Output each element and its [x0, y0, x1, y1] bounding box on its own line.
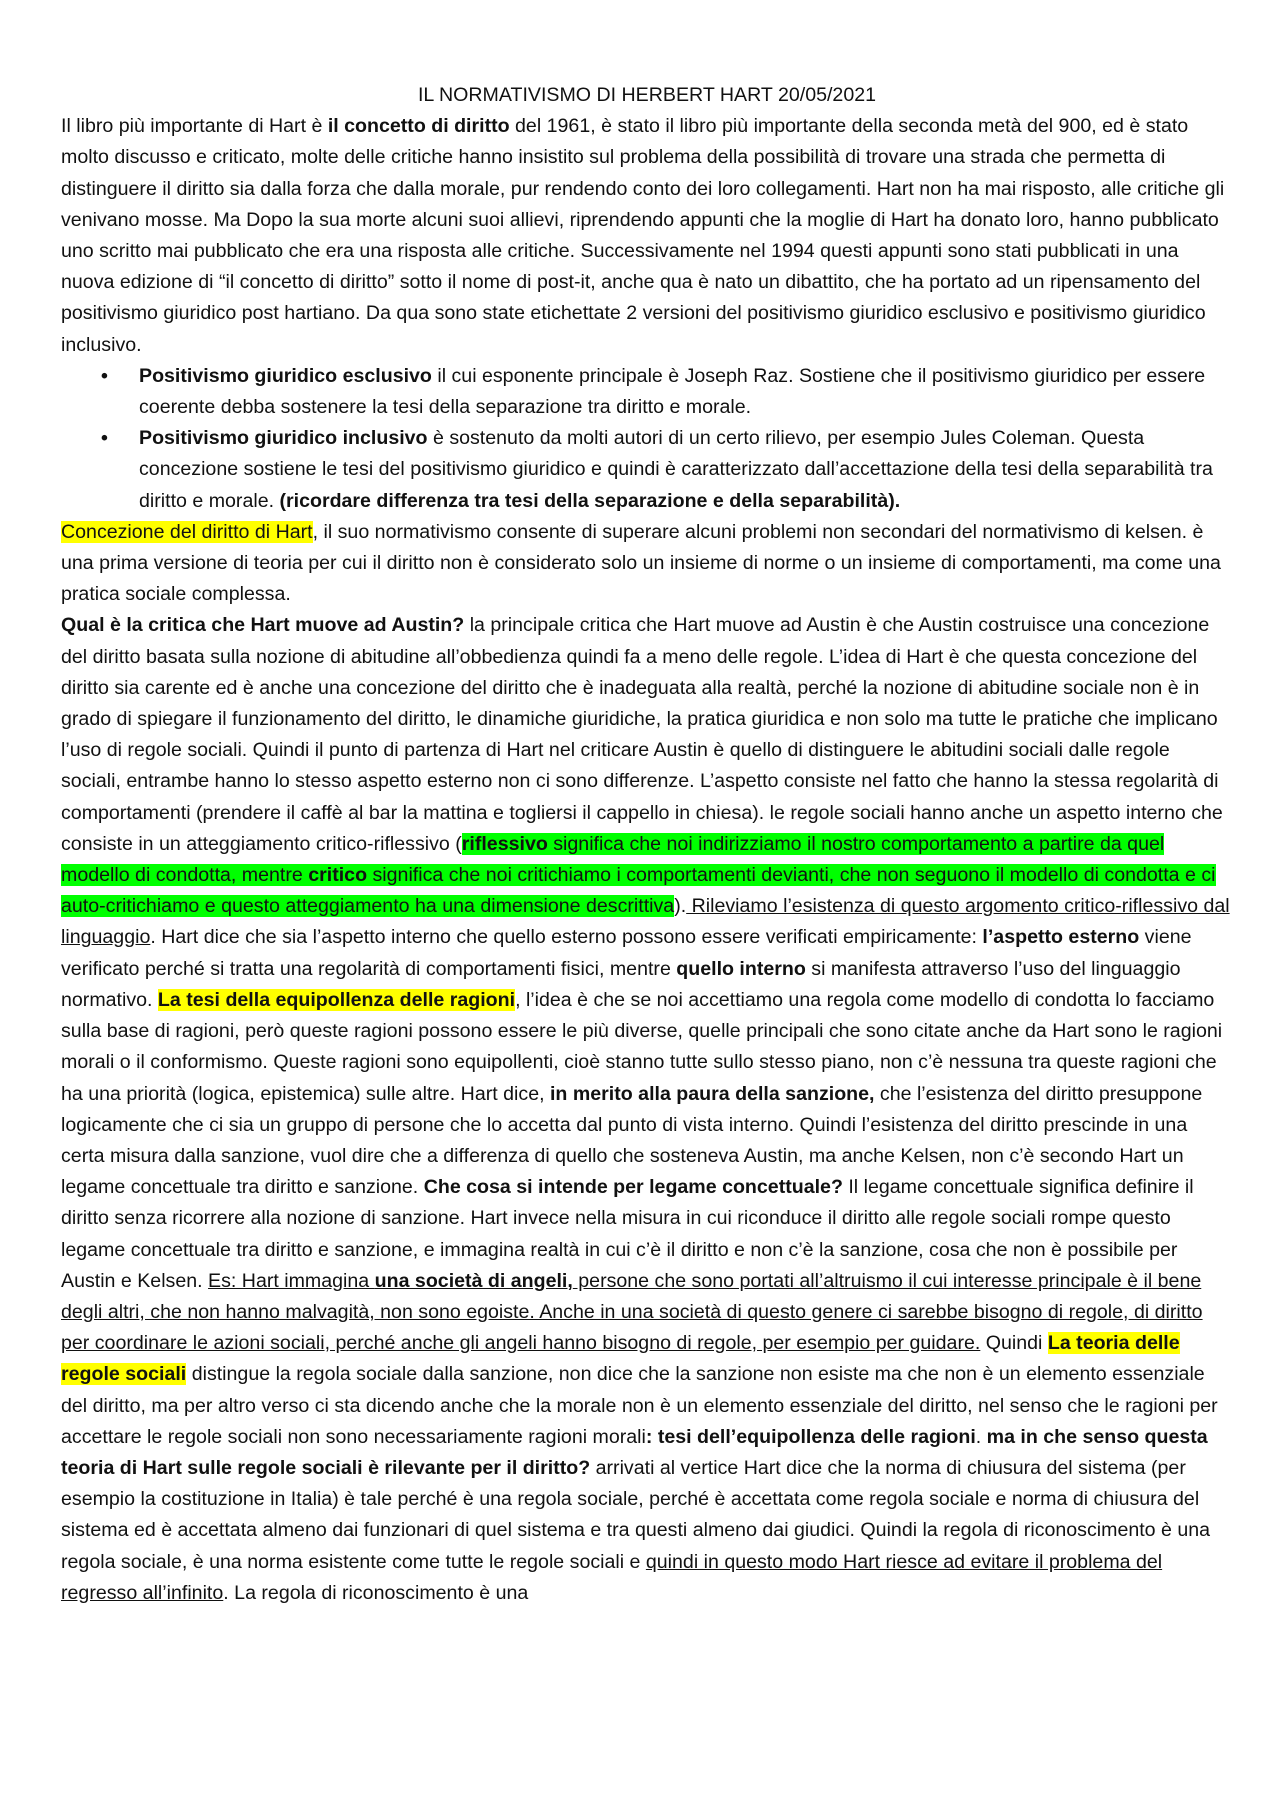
- page-title: IL NORMATIVISMO DI HERBERT HART 20/05/2021: [417, 84, 877, 106]
- text-run: si manifesta attraverso l’uso del linguaggio normativo.: [61, 957, 1181, 1011]
- underlined-text: Rileviamo l’esistenza di questo argomento critico-riflessivo dal linguaggio: [61, 895, 1230, 949]
- list-item: [139, 423, 1233, 517]
- bold-text: critico: [308, 864, 368, 887]
- intro-paragraph: [61, 111, 1233, 361]
- text-run: Il libro più importante di Hart è: [61, 115, 328, 138]
- text-run: arrivati al vertice Hart dice che la norma di chiusura del sistema (per esempio la costituzione in Italia) è tale perché è una regola sociale, perché è accettata come regola sociale e norma di chiusura del sistema ed è accettata almeno dai funzionari di quel sistema e tra questi almeno dai giudici. Quindi la regola di riconoscimento è una regola sociale, è una norma esistente come tutte le regole sociali e: [61, 1456, 1211, 1573]
- text-run: , l’idea è che se noi accettiamo una regola come modello di condotta lo facciamo sulla base di ragioni, però queste ragioni possono essere le più diverse, quelle principali che sono citate anche da Hart sono le ragioni morali o il conformismo. Queste ragioni sono equipollenti, cioè stanno tutte sullo stesso piano, non c’è nessuna tra queste ragioni che ha una priorità (logica, epistemica) sulle altre. Hart dice,: [61, 988, 1223, 1105]
- bold-text: Positivismo giuridico esclusivo: [139, 364, 432, 387]
- highlighted-heading: La tesi della equipollenza delle ragioni: [157, 988, 516, 1011]
- bold-text: l’aspetto esterno: [982, 926, 1140, 949]
- text-run: . La regola di riconoscimento è una: [223, 1581, 529, 1604]
- bold-text: Qual è la critica che Hart muove ad Austin?: [61, 614, 465, 637]
- text-run: del 1961, è stato il libro più importante della seconda metà del 900, ed è stato molto discusso e criticato, molte delle critiche hanno insistito sul problema della possibilità di trovare una strada che permetta di distinguere il diritto sia dalla forza che dalla morale, pur rendendo conto dei loro collegamenti. Hart non ha mai risposto, alle critiche gli venivano mosse. Ma Dopo la sua morte alcuni suoi allievi, riprendendo appunti che la moglie di Hart ha donato loro, hanno pubblicato uno scritto mai pubblicato che era una risposta alle critiche. Successivamente nel 1994 questi appunti sono stati pubblicati in una nuova edizione di “il concetto di diritto” sotto il nome di post-it, anche qua è nato un dibattito, che ha portato ad un ripensamento del positivismo giuridico post hartiano. Da qua sono state etichettate 2 versioni del positivismo giuridico esclusivo e positivismo giuridico inclusivo.: [61, 115, 1225, 356]
- list-item: [139, 361, 1233, 423]
- highlighted-heading: Concezione del diritto di Hart: [61, 520, 313, 543]
- text-run: significa che noi critichiamo i comportamenti devianti, che non seguono il modello di condotta e ci auto-critichiamo e questo atteggiamento ha una dimensione descrittiva: [61, 864, 1216, 918]
- underlined-text: quindi in questo modo Hart riesce ad evitare il problema del regresso all’infinito: [61, 1550, 1163, 1604]
- austin-critique-paragraph: [61, 610, 1233, 1609]
- text-run: Quindi: [980, 1332, 1048, 1355]
- text-run: viene verificato perché si tratta una regolarità di comportamenti fisici, mentre: [61, 926, 1192, 980]
- bold-text: : tesi dell’equipollenza delle ragioni: [645, 1425, 976, 1448]
- text-run: distingue la regola sociale dalla sanzione, non dice che la sanzione non esiste ma che non è un elemento essenziale del diritto, ma per altro verso ci sta dicendo anche che la morale non è un elemento essenziale del diritto, nel senso che le ragioni per accettare le regole sociali non sono necessariamente ragioni morali: [61, 1363, 1218, 1448]
- underlined-text: Es: Hart immagina: [208, 1269, 375, 1292]
- text-run: Il legame concettuale significa definire il diritto senza ricorrere alla nozione di sanzione. Hart invece nella misura in cui riconduce il diritto alle regole sociali rompe questo legame concettuale tra diritto e sanzione, e immagina realtà in cui c’è il diritto e non c’è la sanzione, cosa che non è possibile per Austin e Kelsen.: [61, 1176, 1194, 1292]
- text-run: ).: [674, 895, 687, 918]
- bold-text: (ricordare differenza tra tesi della separazione e della separabilità).: [279, 489, 901, 512]
- text-run: è sostenuto da molti autori di un certo rilievo, per esempio Jules Coleman. Questa concezione sostiene le tesi del positivismo giuridico e quindi è caratterizzato dall’accettazione della tesi della separabilità tra diritto e morale.: [139, 427, 1213, 512]
- text-run: la principale critica che Hart muove ad Austin è che Austin costruisce una concezione del diritto basata sulla nozione di abitudine all’obbedienza quindi fa a meno delle regole. L’idea di Hart è che questa concezione del diritto sia carente ed è anche una concezione del diritto che è inadeguata alla realtà, perché la nozione di abitudine sociale non è in grado di spiegare il funzionamento del diritto, le dinamiche giuridiche, la pratica giuridica e non solo ma tutte le pratiche che implicano l’uso di regole sociali. Quindi il punto di partenza di Hart nel criticare Austin è quello di distinguere le abitudini sociali dalle regole sociali, entrambe hanno lo stesso aspetto esterno non ci sono differenze. L’aspetto consiste nel fatto che hanno la stessa regolarità di comportamenti (prendere il caffè al bar la mattina e togliersi il cappello in chiesa). le regole sociali hanno anche un aspetto interno che consiste in un atteggiamento critico-riflessivo (: [61, 614, 1223, 855]
- underlined-text: persone che sono portati all’altruismo il cui interesse principale è il bene degli altri, che non hanno malvagità, non sono egoiste. Anche in una società di questo genere ci sarebbe bisogno di regole, di diritto per coordinare le azioni sociali, perché anche gli angeli hanno bisogno di regole, per esempio per guidare.: [61, 1269, 1203, 1355]
- document-page: [61, 80, 1233, 1609]
- underlined-bold-text: una società di angeli,: [374, 1269, 573, 1292]
- bold-text: quello interno: [676, 957, 806, 980]
- bold-text: riflessivo: [461, 832, 548, 855]
- bold-text: ma in che senso questa teoria di Hart sulle regole sociali è rilevante per il diritto?: [61, 1425, 1208, 1479]
- text-run: . Hart dice che sia l’aspetto interno che quello esterno possono essere verificati empiricamente:: [150, 926, 983, 949]
- bold-text: Positivismo giuridico inclusivo: [139, 427, 428, 450]
- text-run: significa che noi indirizziamo il nostro comportamento a partire da quel modello di condotta, mentre: [61, 832, 1165, 887]
- text-run: , il suo normativismo consente di superare alcuni problemi non secondari del normativismo di kelsen. è una prima versione di teoria per cui il diritto non è considerato solo un insieme di norme o un insieme di comportamenti, ma come una pratica sociale complessa.: [61, 520, 1221, 606]
- positivism-list: [61, 361, 1233, 517]
- text-run: il cui esponente principale è Joseph Raz. Sostiene che il positivismo giuridico per essere coerente debba sostenere la tesi della separazione tra diritto e morale.: [139, 364, 1206, 419]
- bold-text: Che cosa si intende per legame concettuale?: [423, 1176, 843, 1199]
- highlighted-heading: La teoria delle regole sociali: [61, 1332, 1180, 1386]
- bold-text: il concetto di diritto: [327, 115, 510, 138]
- bold-text: in merito alla paura della sanzione,: [549, 1082, 875, 1105]
- hart-conception-paragraph: [61, 517, 1233, 611]
- text-run: .: [975, 1425, 987, 1448]
- text-run: che l’esistenza del diritto presuppone logicamente che ci sia un gruppo di persone che lo accetta dal punto di vista interno. Quindi l’esistenza del diritto prescinde in una certa misura dalla sanzione, vuol dire che a differenza di quello che sosteneva Austin, ma anche Kelsen, non c’è secondo Hart un legame concettuale tra diritto e sanzione.: [61, 1082, 1203, 1199]
